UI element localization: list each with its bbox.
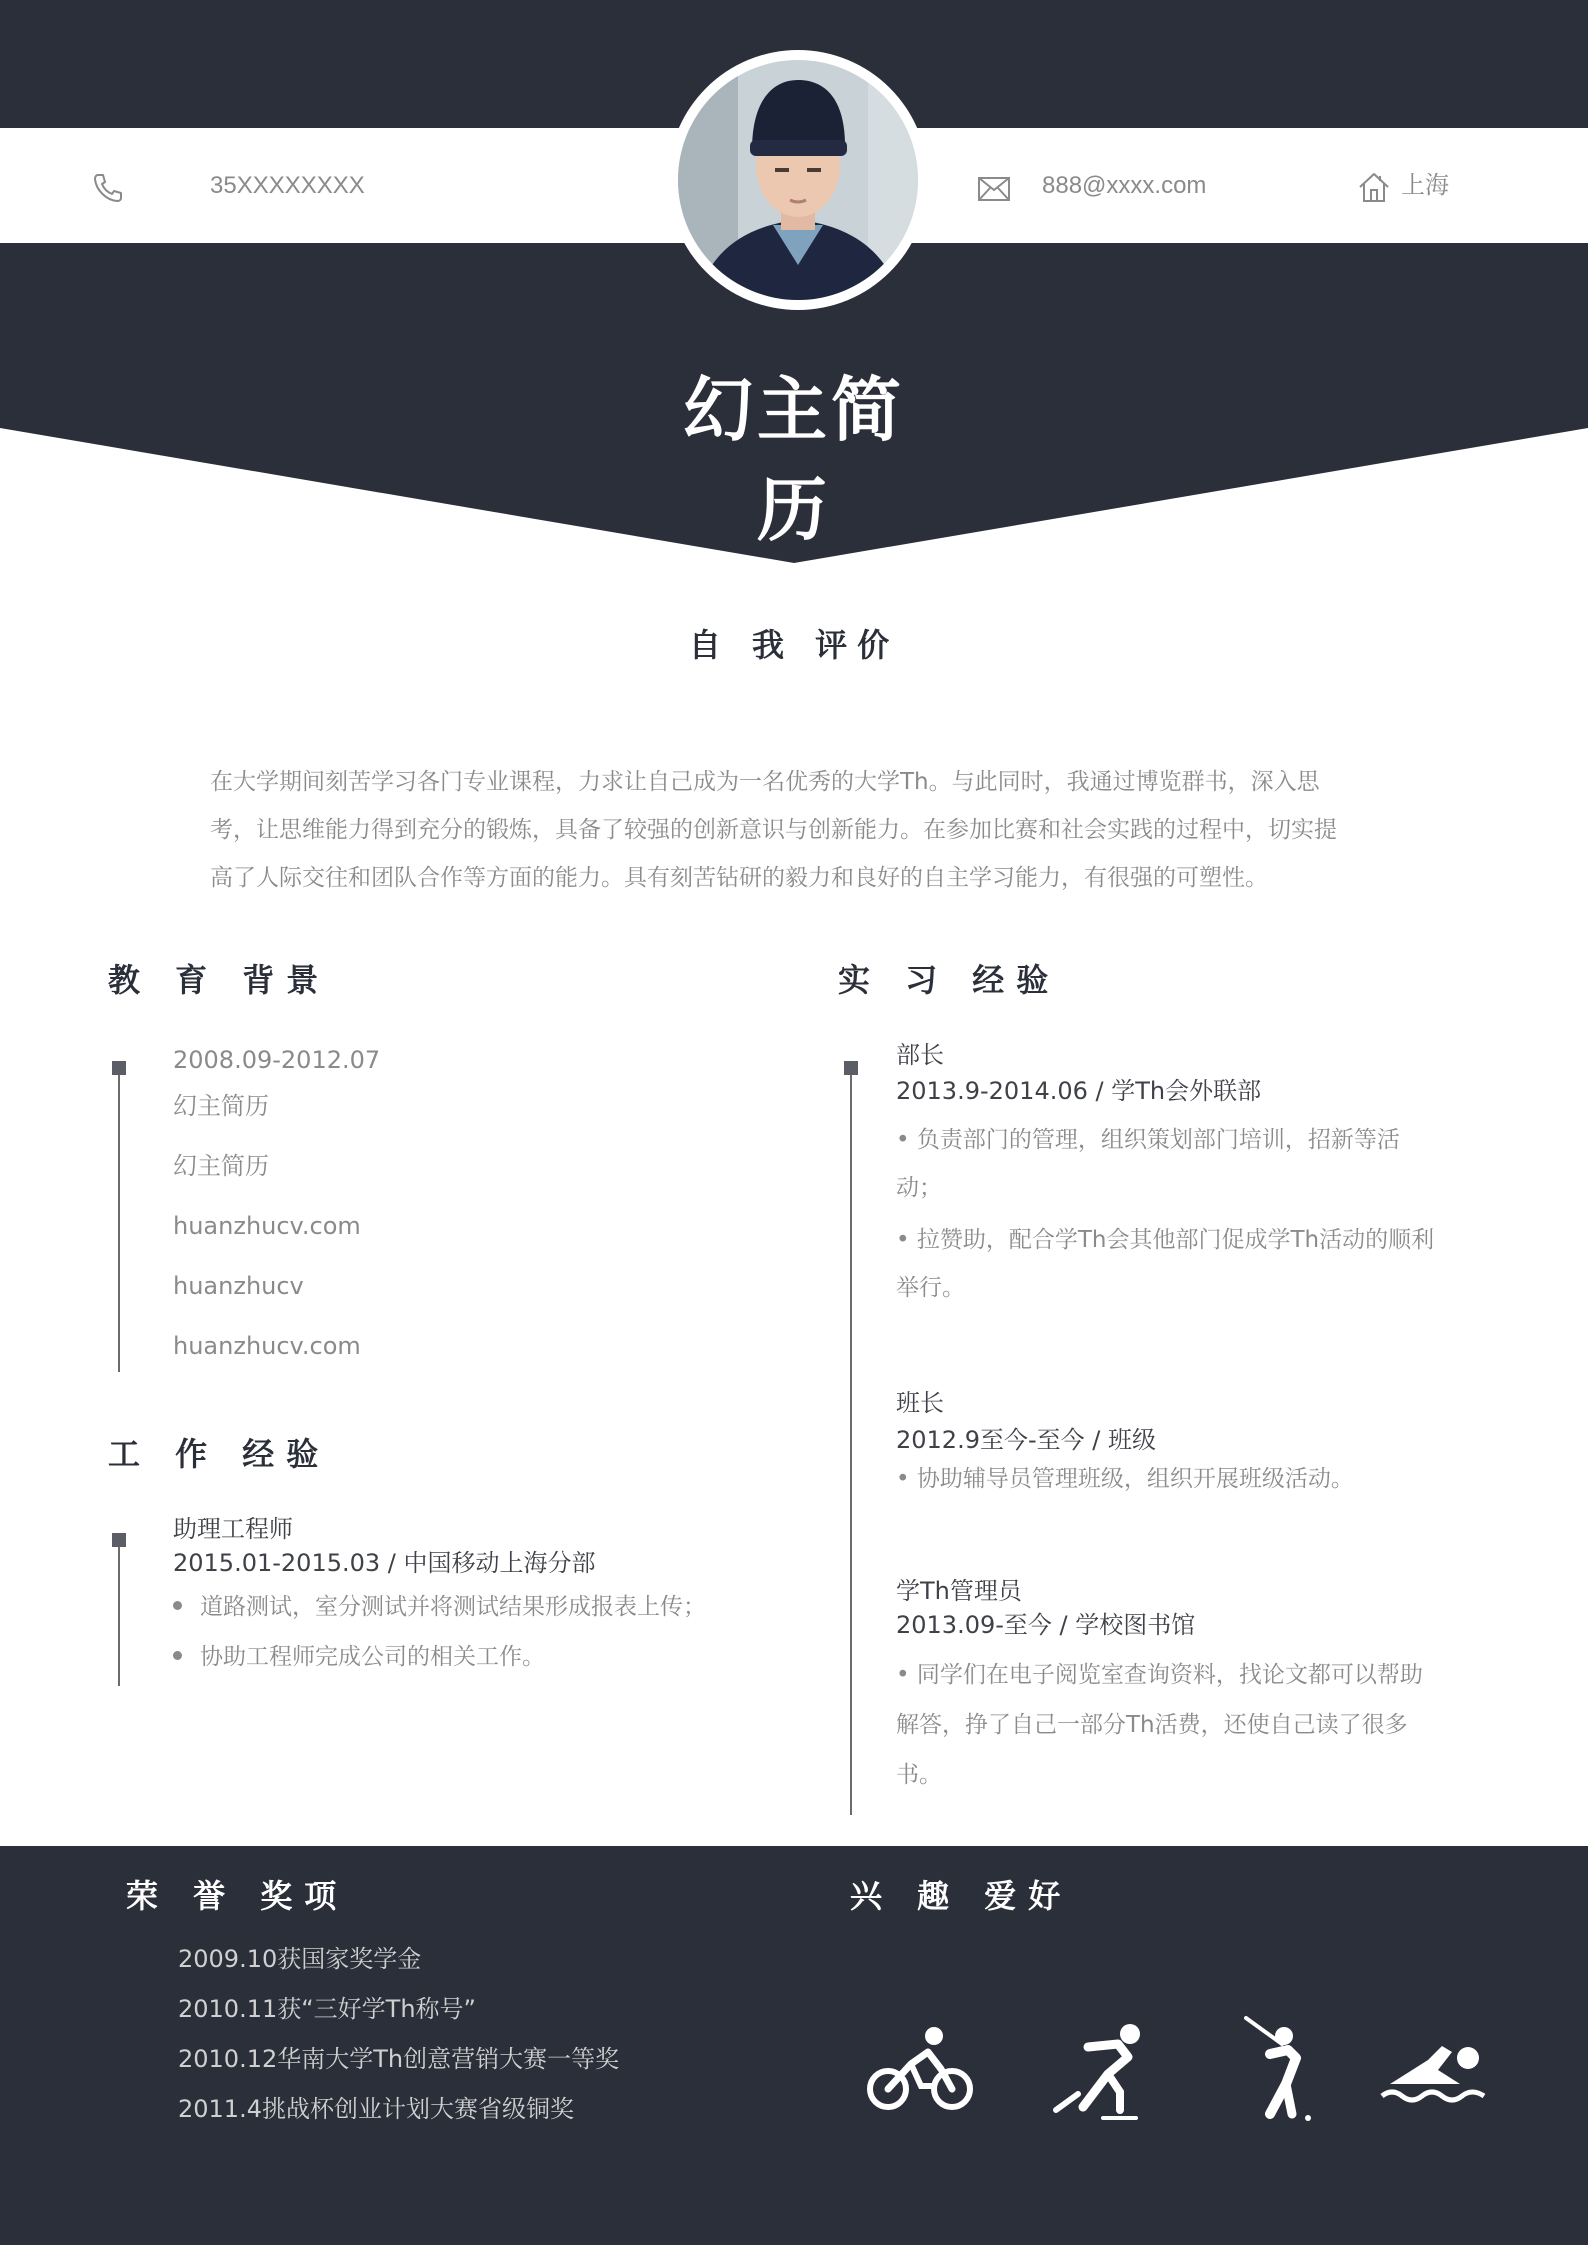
internship-period-org: 2013.9-2014.06 / 学Th会外联部 — [896, 1077, 1262, 1105]
work-bullet-text: 协助工程师完成公司的相关工作。 — [200, 1644, 545, 1670]
education-period: 2008.09-2012.07 — [173, 1046, 381, 1074]
internship-desc-line: • 负责部门的管理，组织策划部门培训，招新等活 — [896, 1127, 1400, 1153]
self-evaluation-heading: 自 我 评价 — [688, 626, 900, 664]
internship-heading: 实 习 经验 — [838, 961, 1061, 999]
work-period-org: 2015.01-2015.03 / 中国移动上海分部 — [173, 1549, 596, 1577]
cycling-icon — [866, 2024, 976, 2114]
resume-title — [594, 360, 994, 560]
award-item: 2011.4挑战杯创业计划大赛省级铜奖 — [178, 2095, 574, 2123]
self-evaluation-line: 高了人际交往和团队合作等方面的能力。具有刻苦钻研的毅力和良好的自主学习能力，有很强的可塑性。 — [210, 865, 1268, 891]
internship-role: 学Th管理员 — [896, 1577, 1022, 1605]
email-icon — [978, 177, 1010, 201]
internship-desc — [896, 1116, 1476, 1312]
awards-heading: 荣 誉 奖项 — [126, 1877, 349, 1915]
internship-timeline-node — [844, 1061, 858, 1075]
internship-desc-line: 解答，挣了自己一部分Th活费，还使自己读了很多 — [896, 1712, 1408, 1738]
internship-role: 部长 — [896, 1041, 944, 1069]
internship-timeline-line — [850, 1062, 852, 1815]
self-evaluation-text — [210, 758, 1410, 902]
education-item: 幻主简历 — [173, 1092, 269, 1120]
location: 上海 — [1401, 172, 1449, 199]
education-heading: 教 育 背景 — [108, 961, 331, 999]
internship-role: 班长 — [896, 1389, 944, 1417]
education-item: huanzhucv.com — [173, 1332, 361, 1360]
bullet-dot — [173, 1651, 182, 1660]
email-address: 888@xxxx.com — [1042, 172, 1207, 199]
self-evaluation-line: 考，让思维能力得到充分的锻炼，具备了较强的创新意识与创新能力。在参加比赛和社会实践的过程中，切实提 — [210, 817, 1337, 843]
bullet-dot — [173, 1601, 182, 1610]
internship-desc-line: 书。 — [896, 1762, 942, 1788]
swimming-icon — [1380, 2030, 1490, 2110]
golf-icon — [1240, 2014, 1320, 2124]
education-timeline-line — [118, 1062, 120, 1372]
skating-icon — [1048, 2022, 1148, 2122]
internship-desc-line: • 协助辅导员管理班级，组织开展班级活动。 — [896, 1466, 1354, 1492]
education-item: 幻主简历 — [173, 1152, 269, 1180]
internship-desc-line: 举行。 — [896, 1275, 965, 1301]
home-icon — [1358, 171, 1390, 203]
hobbies-heading: 兴 趣 爱好 — [850, 1877, 1073, 1915]
award-item: 2009.10获国家奖学金 — [178, 1945, 422, 1973]
internship-period-org: 2013.09-至今 / 学校图书馆 — [896, 1611, 1196, 1639]
title-line-2: 历 — [757, 469, 831, 551]
awards-list — [178, 1934, 619, 2134]
internship-desc — [896, 1650, 1486, 1800]
education-timeline-node — [112, 1061, 126, 1075]
phone-number: 35XXXXXXXX — [210, 172, 365, 199]
phone-icon — [92, 172, 124, 204]
work-bullet — [173, 1584, 706, 1630]
internship-period-org: 2012.9至今-至今 / 班级 — [896, 1426, 1156, 1454]
work-bullet — [173, 1634, 545, 1680]
internship-desc-line: 动； — [896, 1175, 942, 1201]
self-evaluation-line: 在大学期间刻苦学习各门专业课程，力求让自己成为一名优秀的大学Th。与此同时，我通过博览群书，深入思 — [210, 769, 1320, 795]
work-timeline-node — [112, 1533, 126, 1547]
education-item: huanzhucv.com — [173, 1212, 361, 1240]
internship-desc-line: • 同学们在电子阅览室查询资料，找论文都可以帮助 — [896, 1662, 1423, 1688]
work-role: 助理工程师 — [173, 1515, 293, 1543]
work-heading: 工 作 经验 — [108, 1435, 331, 1473]
award-item: 2010.11获“三好学Th称号” — [178, 1995, 476, 2023]
work-timeline-line — [118, 1534, 120, 1686]
title-line-1: 幻主简 — [683, 369, 905, 451]
profile-photo — [678, 60, 918, 300]
internship-desc — [896, 1456, 1476, 1502]
award-item: 2010.12华南大学Th创意营销大赛一等奖 — [178, 2045, 620, 2073]
work-bullet-text: 道路测试，室分测试并将测试结果形成报表上传； — [200, 1594, 706, 1620]
education-item: huanzhucv — [173, 1272, 304, 1300]
internship-desc-line: • 拉赞助，配合学Th会其他部门促成学Th活动的顺利 — [896, 1227, 1435, 1253]
